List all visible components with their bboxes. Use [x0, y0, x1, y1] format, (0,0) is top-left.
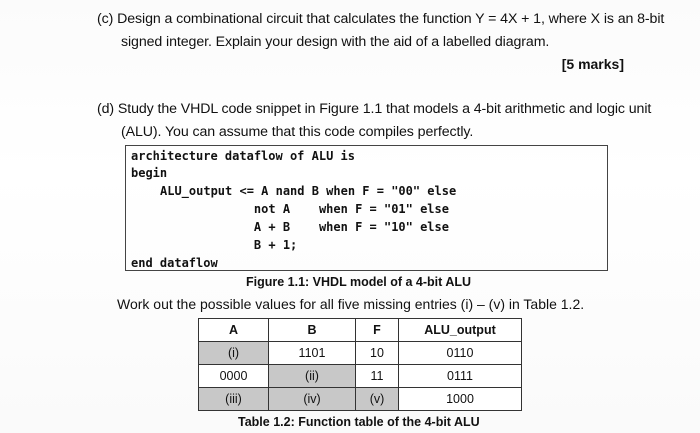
cell-row1-output: 0110 — [399, 342, 522, 365]
cell-row2-f: 11 — [356, 365, 399, 388]
part-c-line-1: (c) Design a combinational circuit that calculates the function Y = 4X + 1, where X is an 8-bit — [97, 11, 665, 27]
part-d-line-2: (ALU). You can assume that this code compiles perfectly. — [121, 124, 474, 140]
cell-row2-output: 0111 — [399, 365, 522, 388]
table-caption: Table 1.2: Function table of the 4-bit ALU — [238, 415, 480, 429]
table-row — [199, 365, 522, 388]
header-b: B — [269, 319, 356, 342]
code-line-6: B + 1; — [160, 238, 298, 252]
instruction-text: Work out the possible values for all five missing entries (i) – (v) in Table 1.2. — [117, 296, 585, 312]
code-line-1: architecture dataflow of ALU is — [131, 149, 355, 163]
part-c-line-2: signed integer. Explain your design with the aid of a labelled diagram. — [121, 34, 550, 50]
cell-row2-a: 0000 — [199, 365, 269, 388]
part-d-line-1: (d) Study the VHDL code snippet in Figure 1.1 that models a 4-bit arithmetic and logic unit — [97, 101, 652, 117]
cell-row1-f: 10 — [356, 342, 399, 365]
vhdl-code-box — [125, 145, 608, 271]
cell-row1-a: (i) — [199, 342, 269, 365]
figure-caption: Figure 1.1: VHDL model of a 4-bit ALU — [246, 275, 472, 289]
code-line-5: A + B when F = "10" else — [160, 220, 449, 234]
header-a: A — [199, 319, 269, 342]
cell-row3-b: (iv) — [269, 388, 356, 411]
table-header-row — [199, 319, 522, 342]
function-table — [198, 318, 522, 411]
cell-row3-output: 1000 — [399, 388, 522, 411]
table-row — [199, 388, 522, 411]
code-line-4: not A when F = "01" else — [160, 202, 449, 216]
cell-row2-b: (ii) — [269, 365, 356, 388]
code-line-2: begin — [131, 166, 168, 180]
header-f: F — [356, 319, 399, 342]
code-line-3: ALU_output <= A nand B when F = "00" else — [160, 184, 457, 198]
cell-row3-a: (iii) — [199, 388, 269, 411]
cell-row1-b: 1101 — [269, 342, 356, 365]
part-c-marks: [5 marks] — [561, 56, 624, 72]
cell-row3-f: (v) — [356, 388, 399, 411]
table-row — [199, 342, 522, 365]
header-alu-output: ALU_output — [399, 319, 522, 342]
code-line-7: end dataflow — [131, 256, 218, 270]
